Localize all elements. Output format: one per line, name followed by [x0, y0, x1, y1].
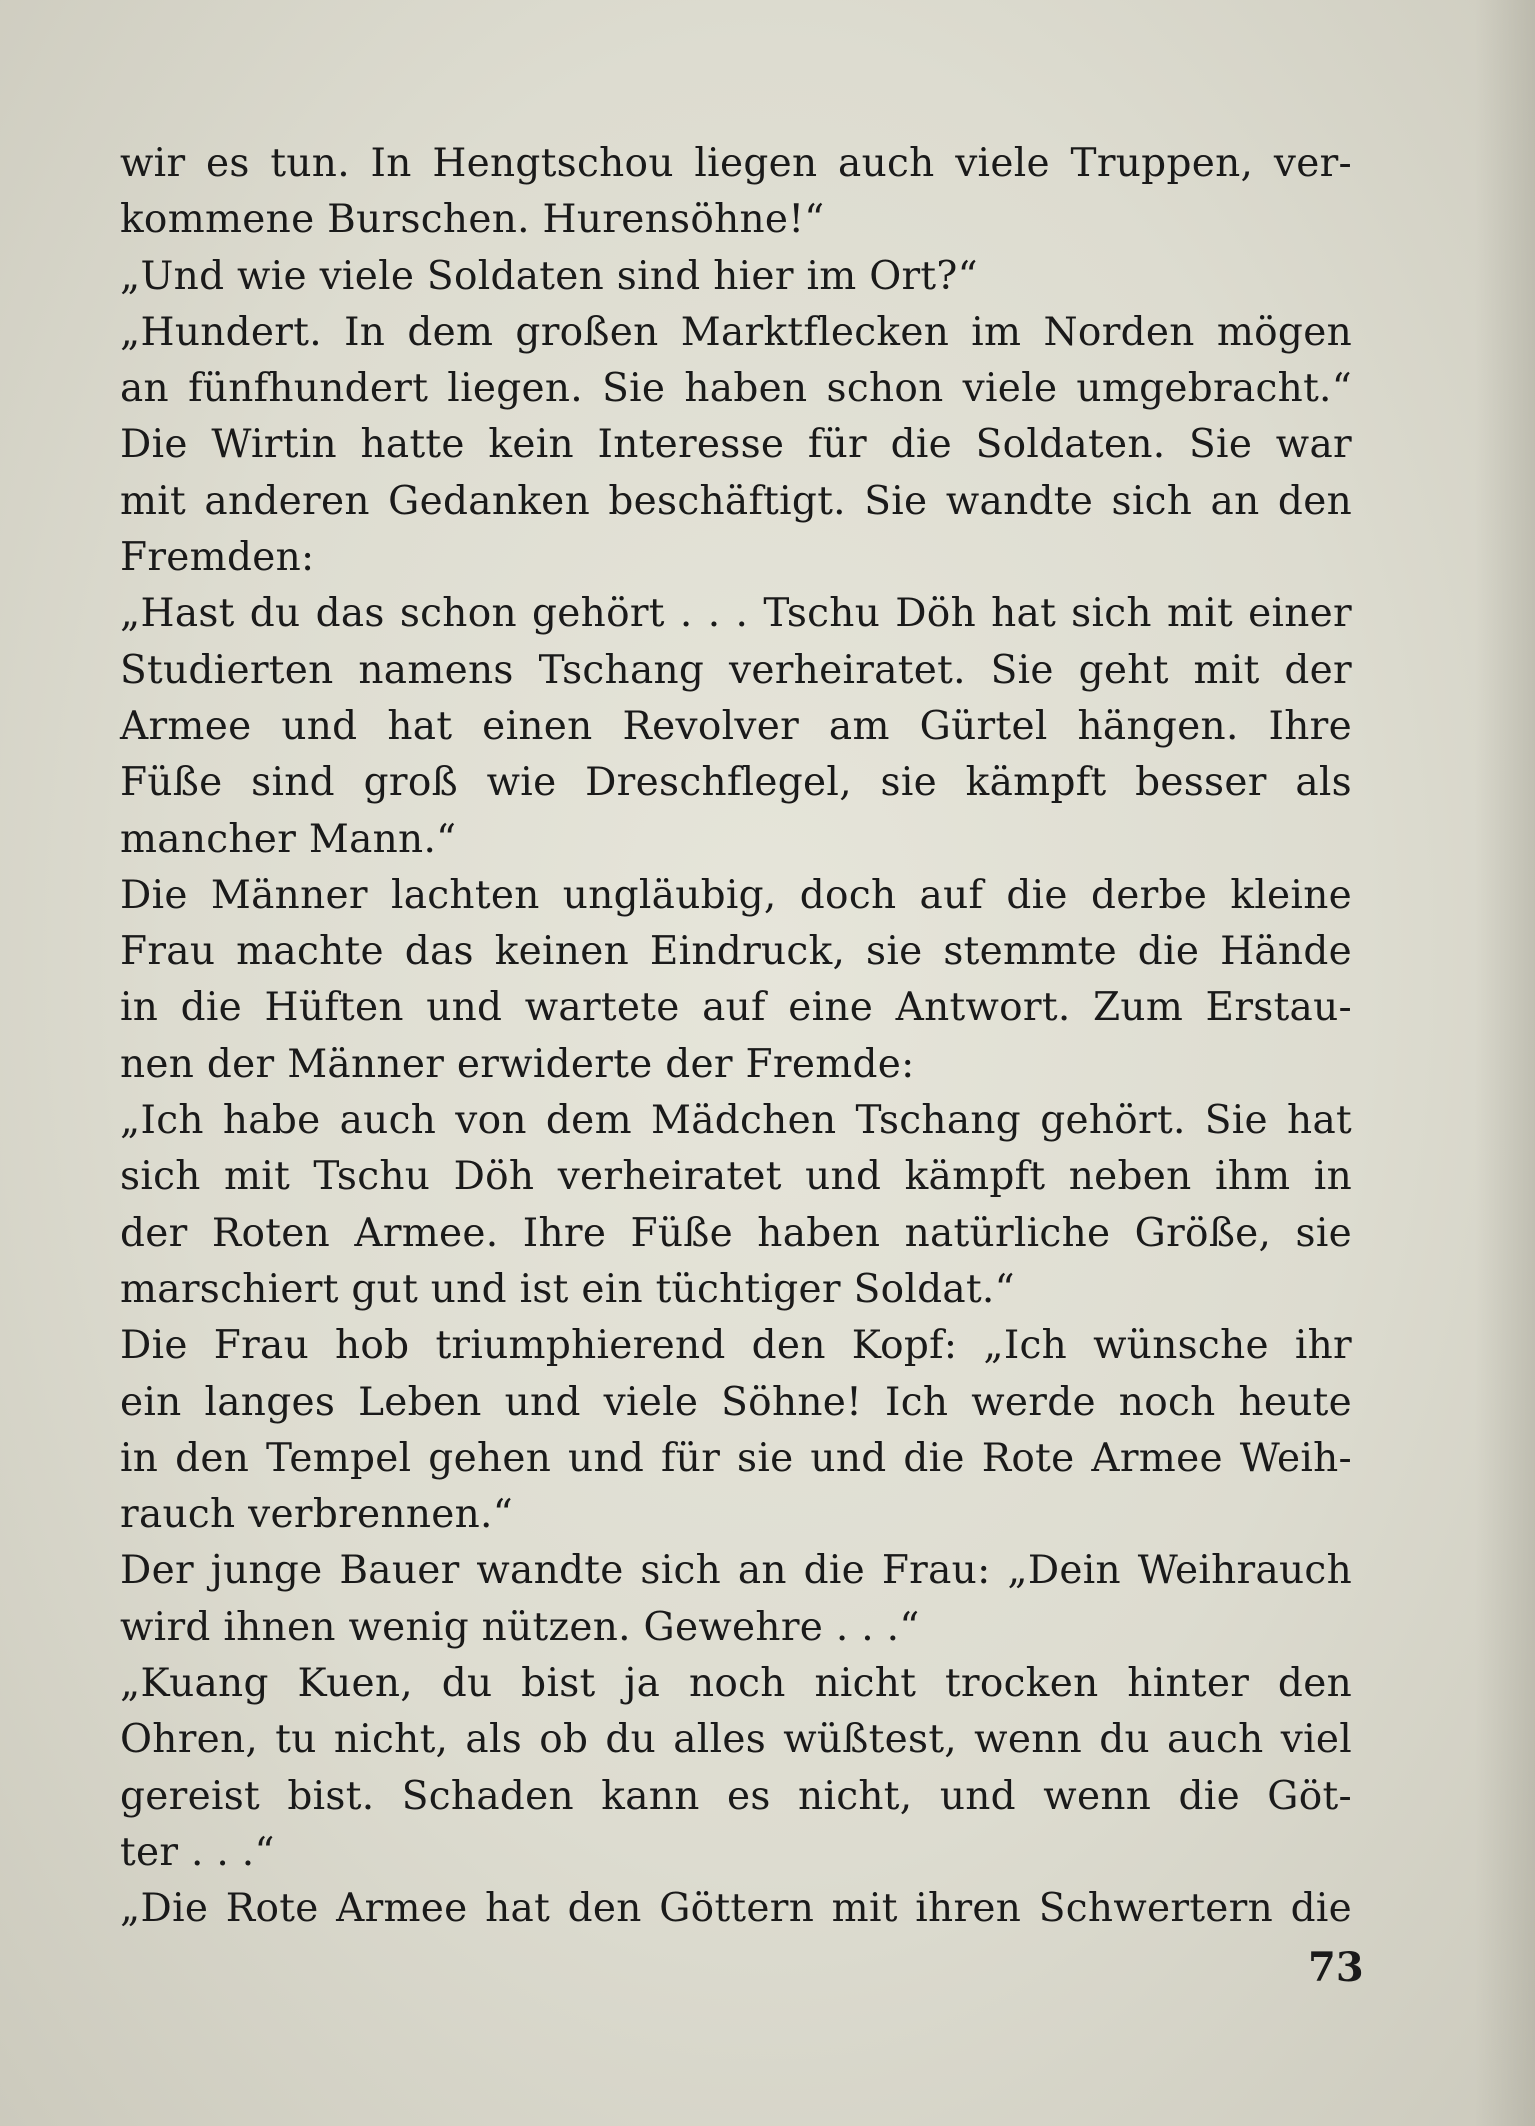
text-line: mancher Mann.“	[120, 816, 457, 862]
text-line: Die Frau hob triumphierend den Kopf: „Ich wünsche ihr	[120, 1323, 1352, 1369]
text-line: ter . . .“	[120, 1829, 275, 1875]
text-line: mit anderen Gedanken beschäftigt. Sie wandte sich an den	[120, 478, 1352, 524]
text-line: Füße sind groß wie Dreschflegel, sie kämpft besser als	[120, 760, 1352, 806]
text-line: Der junge Bauer wandte sich an die Frau: „Dein Weihrauch	[120, 1548, 1352, 1594]
text-line: sich mit Tschu Döh verheiratet und kämpft neben ihm in	[120, 1154, 1352, 1200]
page-number: 73	[1308, 1944, 1364, 1991]
body-text	[120, 136, 1352, 1938]
text-line: wird ihnen wenig nützen. Gewehre . . .“	[120, 1604, 920, 1650]
text-line: nen der Männer erwiderte der Fremde:	[120, 1041, 915, 1087]
text-line: Frau machte das keinen Eindruck, sie stemmte die Hände	[120, 929, 1352, 975]
text-line: kommene Burschen. Hurensöhne!“	[120, 197, 825, 243]
text-line: an fünfhundert liegen. Sie haben schon viele umgebracht.“	[120, 366, 1352, 412]
text-line: in den Tempel gehen und für sie und die Rote Armee Weih-	[120, 1435, 1352, 1481]
text-line: ein langes Leben und viele Söhne! Ich werde noch heute	[120, 1379, 1352, 1425]
text-line: „Die Rote Armee hat den Göttern mit ihren Schwertern die	[120, 1886, 1352, 1932]
text-line: wir es tun. In Hengtschou liegen auch viele Truppen, ver-	[120, 141, 1352, 186]
text-line: Armee und hat einen Revolver am Gürtel hängen. Ihre	[120, 703, 1352, 749]
text-line: „Hundert. In dem großen Marktflecken im Norden mögen	[120, 309, 1352, 355]
text-line: Fremden:	[120, 535, 315, 581]
text-line: Die Wirtin hatte kein Interesse für die Soldaten. Sie war	[120, 422, 1352, 468]
text-line: „Hast du das schon gehört . . . Tschu Döh hat sich mit einer	[120, 591, 1352, 637]
text-line: marschiert gut und ist ein tüchtiger Soldat.“	[120, 1266, 1015, 1312]
text-line: „Und wie viele Soldaten sind hier im Ort?“	[120, 253, 978, 299]
text-line: Studierten namens Tschang verheiratet. Sie geht mit der	[120, 647, 1352, 693]
text-line: rauch verbrennen.“	[120, 1492, 513, 1538]
text-line: der Roten Armee. Ihre Füße haben natürliche Größe, sie	[120, 1210, 1352, 1256]
text-line: „Kuang Kuen, du bist ja noch nicht trocken hinter den	[120, 1661, 1352, 1707]
text-line: gereist bist. Schaden kann es nicht, und wenn die Göt-	[120, 1773, 1352, 1819]
text-line: Die Männer lachten ungläubig, doch auf die derbe kleine	[120, 872, 1352, 918]
text-line: in die Hüften und wartete auf eine Antwort. Zum Erstau-	[120, 985, 1352, 1031]
text-line: „Ich habe auch von dem Mädchen Tschang gehört. Sie hat	[120, 1098, 1352, 1144]
text-line: Ohren, tu nicht, als ob du alles wüßtest, wenn du auch viel	[120, 1717, 1352, 1763]
